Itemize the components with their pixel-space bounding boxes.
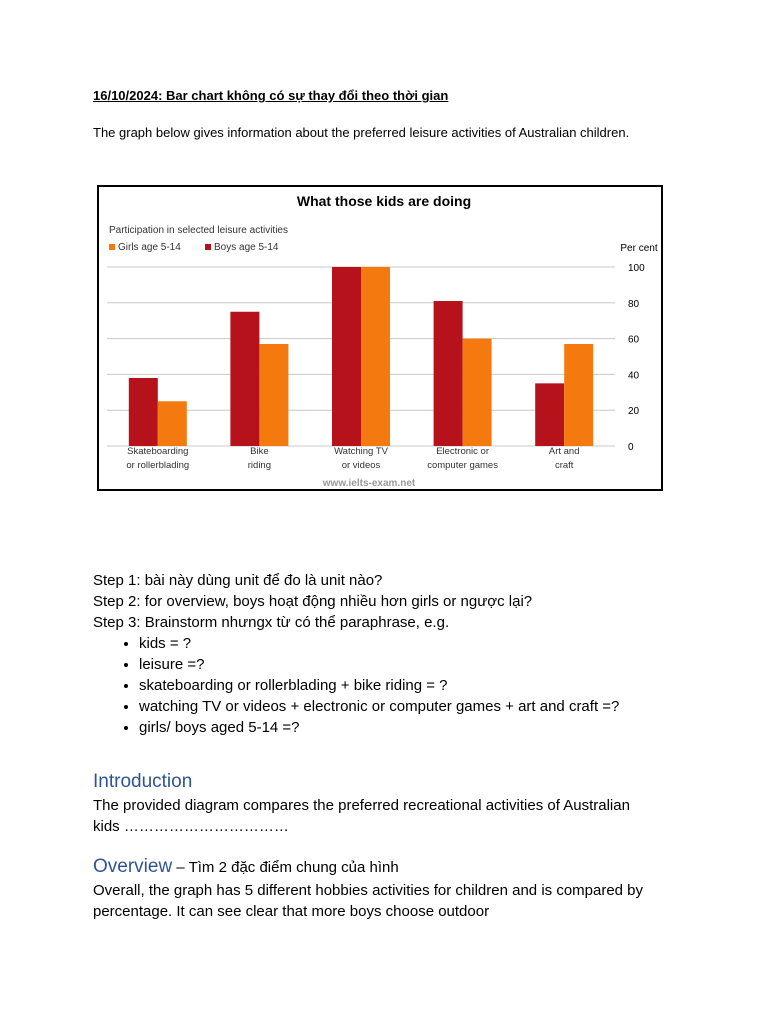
y-axis-label: Per cent [620,243,658,254]
x-category-label: Electronic or [436,446,490,457]
x-category-label: Skateboarding [127,446,189,457]
x-category-label: Bike [250,446,269,457]
legend-swatch [109,244,115,250]
bar [564,344,593,446]
bar [259,344,288,446]
bar [158,401,187,446]
overview-note: – Tìm 2 đặc điểm chung của hình [172,859,399,876]
introduction-heading: Introduction [93,771,193,792]
chart-watermark: www.ielts-exam.net [322,478,416,489]
bar [434,301,463,446]
chart-bars [129,267,593,446]
overview-text: Overall, the graph has 5 different hobbies activities for children and is compared by percentage. It can see clear that more boys choose outdoor [93,882,644,920]
overview-heading: Overview [93,856,173,877]
bullet-item: • girls/ boys aged 5-14 =? [139,717,619,738]
bullet-item: • kids = ? [139,633,619,654]
step-line: Step 1: bài này dùng unit để đo là unit nào? [93,572,383,589]
bullet-item: • leisure =? [139,654,619,675]
x-category-label: or rollerblading [126,460,190,471]
chart-subtitle: Participation in selected leisure activities [109,225,288,236]
overview-heading-line [93,856,399,878]
y-tick-label: 60 [628,334,640,346]
bullet-item: • skateboarding or rollerblading + bike riding = ? [139,675,619,696]
x-category-label: riding [247,460,272,471]
chart-category-labels [126,446,579,471]
step-line: Step 3: Brainstorm nhưngx từ có thể paraphrase, e.g. [93,614,450,631]
introduction-text: The provided diagram compares the preferred recreational activities of Australian kids …………………………… [93,797,630,835]
bullet-item: • watching TV or videos + electronic or computer games + art and craft =? [139,696,619,717]
x-category-label: craft [554,460,574,471]
y-tick-label: 40 [628,370,640,382]
bar [463,339,492,446]
step-line: Step 2: for overview, boys hoạt động nhiều hơn girls or ngược lại? [93,593,533,610]
bar [129,378,158,446]
bar [361,267,390,446]
bar [535,383,564,446]
x-category-label: Watching TV [334,446,388,457]
steps-list [93,570,619,633]
bar-chart [99,187,661,489]
x-category-label: computer games [427,460,498,471]
chart-legend [109,242,279,253]
bar-chart-image [97,185,663,491]
bar [230,312,259,446]
paraphrase-bullet-list [93,633,619,738]
chart-title: What those kids are doing [296,193,472,209]
legend-label: Boys age 5-14 [214,242,279,253]
legend-label: Girls age 5-14 [118,242,181,253]
task-description: The graph below gives information about the preferred leisure activities of Australian children. [93,125,630,140]
y-tick-label: 80 [628,298,640,310]
steps-section [93,570,619,738]
y-tick-label: 0 [628,442,634,453]
bar [332,267,361,446]
x-category-label: or videos [341,460,381,471]
y-tick-label: 20 [628,406,640,418]
legend-swatch [205,244,211,250]
document-date-title: 16/10/2024: Bar chart không có sự thay đổi theo thời gian [93,88,449,103]
y-tick-label: 100 [628,263,645,274]
x-category-label: Art and [548,446,580,457]
